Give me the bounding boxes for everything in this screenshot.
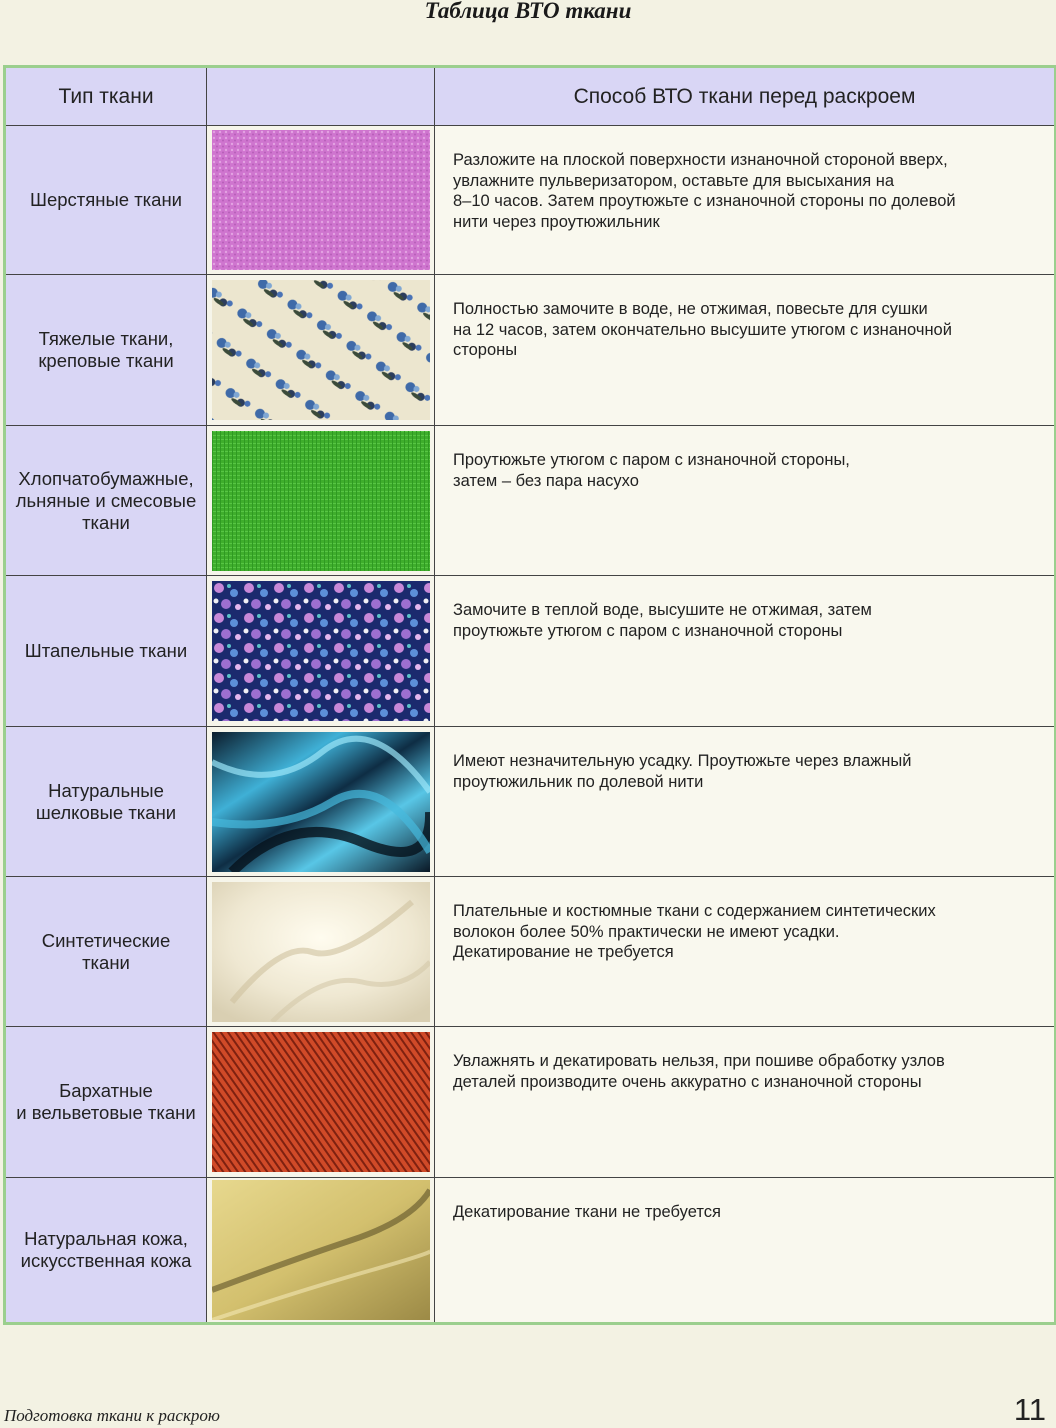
fabric-type: Натуральные шелковые ткани — [5, 727, 207, 877]
vto-method: Разложите на плоской поверхности изнаночной стороной вверх, увлажните пульверизатором, оставьте для высыхания на 8–10 часов. Затем проутюжьте с изнаночной стороны по долевой нити через проутюжильник — [435, 126, 1056, 275]
table-row — [5, 1027, 1056, 1178]
header-method: Способ ВТО ткани перед раскроем — [435, 67, 1056, 126]
table-row — [5, 1178, 1056, 1324]
fabric-type: Шерстяные ткани — [5, 126, 207, 275]
vto-table — [3, 65, 1056, 1325]
table-header-row — [5, 67, 1056, 126]
fabric-type: Хлопчатобумажные, льняные и смесовые ткани — [5, 426, 207, 576]
table-row — [5, 877, 1056, 1027]
fabric-type: Синтетические ткани — [5, 877, 207, 1027]
yellow-leather-swatch — [212, 1180, 430, 1320]
vto-method: Замочите в теплой воде, высушите не отжимая, затем проутюжьте утюгом с паром с изнаночной стороны — [435, 576, 1056, 727]
vto-method: Декатирование ткани не требуется — [435, 1178, 1056, 1324]
cream-synthetic-swatch — [212, 882, 430, 1022]
red-corduroy-swatch — [212, 1032, 430, 1172]
fabric-type: Штапельные ткани — [5, 576, 207, 727]
floral-staple-swatch — [212, 581, 430, 721]
table-row — [5, 275, 1056, 426]
fabric-type: Бархатные и вельветовые ткани — [5, 1027, 207, 1178]
vto-method: Увлажнять и декатировать нельзя, при пошиве обработку узлов деталей производите очень аккуратно с изнаночной стороны — [435, 1027, 1056, 1178]
pink-wool-swatch — [212, 130, 430, 270]
fabric-type: Натуральная кожа, искусственная кожа — [5, 1178, 207, 1324]
table-row — [5, 126, 1056, 275]
page-number: 11 — [1013, 1392, 1046, 1427]
blue-silk-swatch — [212, 732, 430, 872]
table-row — [5, 727, 1056, 877]
header-fabric-type: Тип ткани — [5, 67, 207, 126]
table-row — [5, 576, 1056, 727]
header-image — [207, 67, 435, 126]
vto-method: Проутюжьте утюгом с паром с изнаночной стороны, затем – без пара насухо — [435, 426, 1056, 576]
page-title: Таблица ВТО ткани — [424, 0, 632, 23]
green-linen-swatch — [212, 431, 430, 571]
vto-method: Имеют незначительную усадку. Проутюжьте через влажный проутюжильник по долевой нити — [435, 727, 1056, 877]
vto-method: Полностью замочите в воде, не отжимая, повесьте для сушки на 12 часов, затем окончательно высушите утюгом с изнаночной стороны — [435, 275, 1056, 426]
floral-crepe-swatch — [212, 280, 430, 420]
vto-method: Плательные и костюмные ткани с содержанием синтетических волокон более 50% практически не имеют усадки. Декатирование не требуется — [435, 877, 1056, 1027]
fabric-type: Тяжелые ткани, креповые ткани — [5, 275, 207, 426]
table-row — [5, 426, 1056, 576]
footer-caption: Подготовка ткани к раскрою — [4, 1406, 220, 1425]
